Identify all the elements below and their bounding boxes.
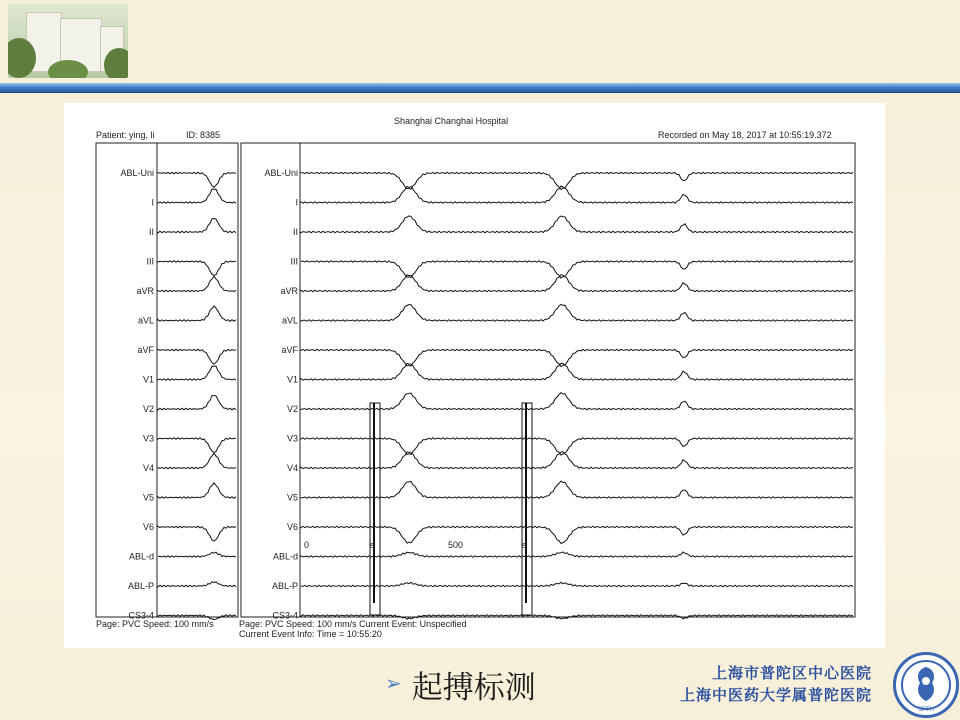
ecg-right-footer: Page: PVC Speed: 100 mm/s Current Event: Unspecified [239,619,467,629]
left-trace-ii [158,219,236,233]
right-channel-label-avf: aVF [281,345,298,355]
left-channel-label-cs3-4: CS3-4 [128,610,154,621]
left-trace-v3 [158,438,236,453]
right-trace-v1 [301,363,853,380]
right-channel-label-cs3-4: CS3-4 [272,610,298,621]
right-channel-label-avr: aVR [280,286,298,296]
hospital-seal-logo [893,652,959,718]
left-trace-v4 [158,453,236,469]
right-trace-v3 [301,438,853,455]
left-channel-label-abl-uni: ABL-Uni [120,168,154,178]
right-trace-abl-p [301,582,853,587]
left-trace-iii [158,261,236,276]
ecg-patient-name: Patient: ying, li [96,130,155,140]
left-channel-label-v1: V1 [142,374,154,385]
right-trace-i [301,186,853,203]
right-trace-v6 [301,526,853,543]
left-channel-label-iii: III [146,256,154,267]
ecg-recording-panel [64,103,885,648]
hospital-name-line1: 上海市普陀区中心医院 [711,664,872,682]
slide-bullet-text: 起搏标测 [411,669,536,706]
arrow-bullet-icon: ➢ [385,673,402,695]
left-channel-label-v3: V3 [142,433,154,444]
right-trace-v4 [301,452,853,469]
hospital-seal-icon [896,655,956,715]
ecg-patient-id: ID: 8385 [186,130,221,140]
time-scale-label: 0 [304,540,310,550]
left-trace-avr [158,276,236,292]
ecg-recorded-timestamp: Recorded on May 18, 2017 at 10:55:19.372 [658,130,832,140]
right-channel-label-avl: aVL [281,315,298,326]
right-channel-label-v4: V4 [286,463,298,473]
header-divider-bar [0,83,960,93]
seal-text: SPTH [917,707,935,713]
time-scale-label: s [522,540,527,550]
ecg-hospital-title: Shanghai Changhai Hospital [394,116,509,126]
time-scale-label: s [370,540,375,550]
left-trace-abl-d [158,552,236,557]
left-channel-label-avr: aVR [136,286,154,296]
left-trace-abl-p [158,582,236,587]
right-trace-v2 [301,393,853,410]
left-channel-label-i: I [151,197,154,208]
right-trace-iii [301,261,853,278]
right-channel-label-iii: III [290,256,298,267]
left-trace-v2 [158,396,236,410]
right-trace-ii [301,216,853,233]
right-trace-abl-uni [301,172,853,189]
slide-bullet [385,662,536,706]
right-channel-label-i: I [295,197,298,208]
left-trace-v1 [158,366,236,380]
ecg-left-footer: Page: PVC Speed: 100 mm/s [96,619,214,629]
left-channel-label-abl-d: ABL-d [128,551,154,562]
left-channel-label-v5: V5 [142,492,154,503]
right-trace-avr [301,275,853,292]
hospital-name-line2: 上海中医药大学属普陀医院 [679,686,872,704]
right-channel-label-v6: V6 [286,522,298,532]
right-trace-avf [301,349,853,366]
left-trace-v5 [158,483,236,499]
left-trace-avf [158,349,236,364]
left-channel-label-avf: aVF [137,345,154,355]
left-channel-label-v2: V2 [142,404,154,414]
right-channel-label-v3: V3 [286,433,298,444]
right-channel-label-v2: V2 [286,404,298,414]
left-channel-label-avl: aVL [137,315,154,326]
left-trace-i [158,189,236,203]
right-trace-abl-d [301,552,853,557]
right-channel-label-ii: II [292,227,298,237]
right-channel-label-abl-p: ABL-P [271,581,298,591]
right-channel-label-abl-d: ABL-d [272,551,298,562]
left-trace-avl [158,306,236,321]
left-channel-label-v6: V6 [142,522,154,532]
ecg-traces [64,103,885,648]
left-channel-label-v4: V4 [142,463,154,473]
left-trace-v6 [158,526,236,541]
time-scale-label: 500 [448,540,464,550]
ecg-event-info: Current Event Info: Time = 10:55:20 [239,629,382,639]
left-channel-label-ii: II [148,227,154,237]
right-channel-label-v1: V1 [286,374,298,385]
right-trace-avl [301,304,853,321]
right-channel-label-v5: V5 [286,492,298,503]
hospital-building-photo [8,4,128,78]
right-trace-v5 [301,481,853,498]
left-trace-abl-uni [158,172,236,187]
left-channel-label-abl-p: ABL-P [127,581,154,591]
right-channel-label-abl-uni: ABL-Uni [264,168,298,178]
